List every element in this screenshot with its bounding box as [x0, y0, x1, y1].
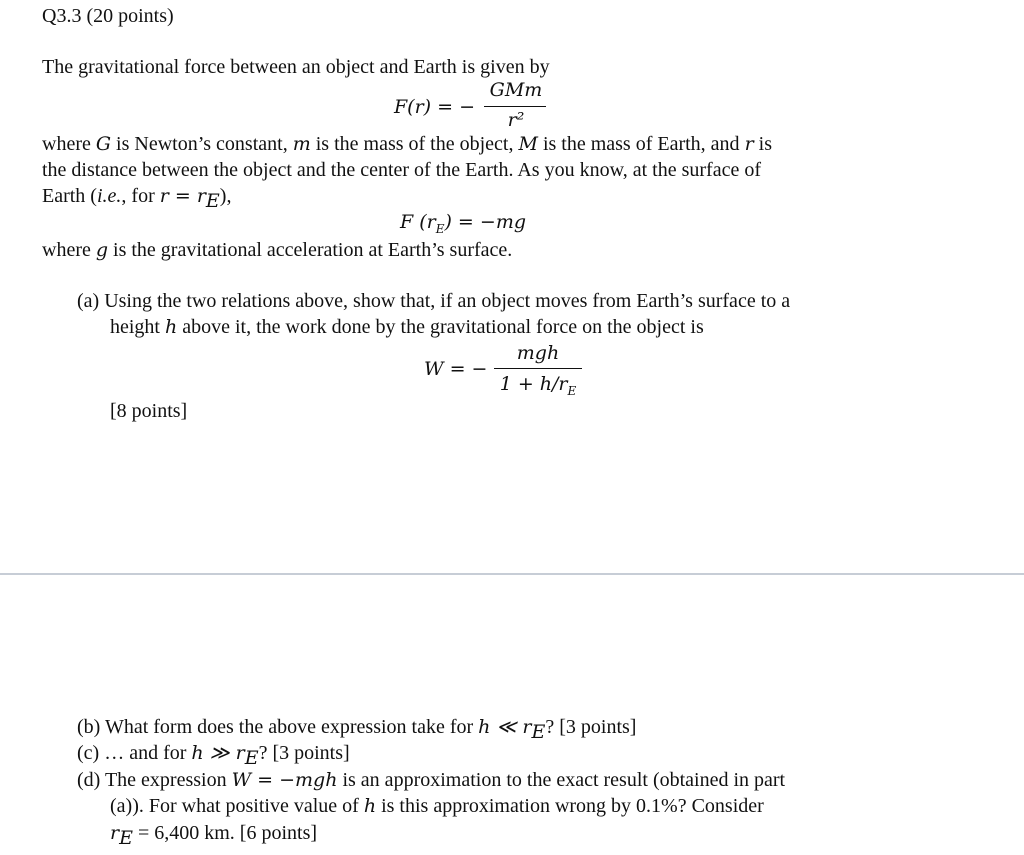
part-d-line-3: $r_E = 6,400$ km. [6 points] — [110, 822, 318, 849]
intro-line-3: the distance between the object and the center of the Earth. As you know, at the surface of — [42, 159, 761, 181]
part-a-points: [8 points] — [110, 400, 188, 422]
eqw-lhs: W = − — [424, 358, 488, 380]
part-a-line-1: (a) Using the two relations above, show that, if an object moves from Earth’s surface to a — [77, 290, 791, 312]
eq1-fraction-bar — [484, 106, 546, 107]
equation-surface-force: F $(r_E) = -mg$ — [400, 211, 526, 236]
part-c: (c) … and for h ≫ $r_E$? [3 points] — [77, 742, 350, 769]
eq1-denominator: r² — [507, 109, 525, 131]
intro-line-1: The gravitational force between an object and Earth is given by — [42, 56, 550, 78]
part-d-line-2: (a)). For what positive value of h is this approximation wrong by 0.1%? Consider — [110, 795, 764, 817]
part-b: (b) What form does the above expression take for h ≪ $r_E$? [3 points] — [77, 716, 637, 743]
eqw-fraction-bar — [494, 368, 582, 369]
part-a-line-2: height h above it, the work done by the gravitational force on the object is — [110, 316, 704, 338]
eq1-numerator: GMm — [489, 79, 543, 101]
intro-line-2: where G is Newton’s constant, m is the mass of the object, M is the mass of Earth, and r is — [42, 133, 772, 155]
part-d-line-1: (d) The expression W = −mgh is an approximation to the exact result (obtained in part — [77, 769, 786, 791]
intro-line-4: Earth (i.e., for $r = r_E$), — [42, 185, 232, 212]
eqw-denominator: $1 + h/r_E$ — [499, 373, 577, 398]
intro-line-5: where g is the gravitational acceleration at Earth’s surface. — [42, 239, 513, 261]
question-header: Q3.3 (20 points) — [42, 5, 174, 27]
eqw-numerator: mgh — [516, 342, 560, 364]
page-divider — [0, 573, 1024, 575]
eq1-lhs: F(r) = − — [394, 96, 476, 118]
